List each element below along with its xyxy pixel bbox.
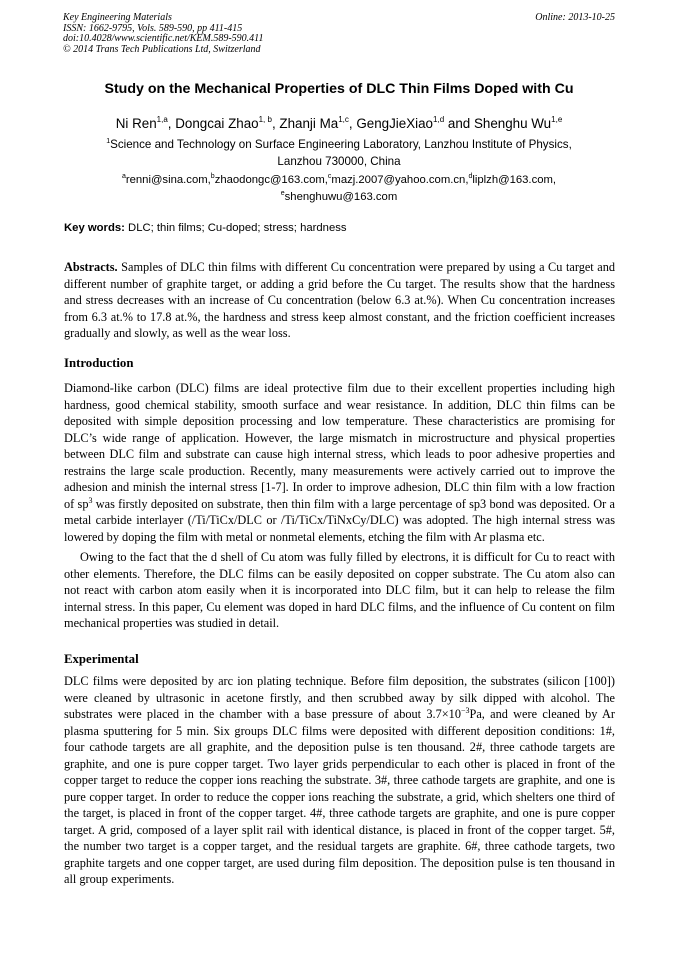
author-affil-sup: 1,d (433, 115, 445, 124)
section-heading-experimental: Experimental (64, 652, 139, 666)
journal-header (63, 13, 615, 55)
author-affil-sup: 1, b (258, 115, 272, 124)
issn-line: ISSN: 1662-9795, Vols. 589-590, pp 411-415 (63, 22, 243, 34)
paragraph-text: was firstly deposited on substrate, then thin film with a large percentage of sp3 bond was deposited. Or a metal carbide interlayer (/Ti/TiCx/DLC or /Ti/TiCx/TiNxCy/DLC) was adopted. The high internal stress was lowered by doping the film with metal or nonmetal elements, etching the film with Ar plasma etc. (64, 496, 615, 544)
abstract-text: Samples of DLC thin films with different Cu concentration were prepared by using a Cu target and different number of graphite target, or adding a grid before the Cu target. The results show that the hardness and stress decreases with an increase of Cu concentration (below 6.3 at.%). When Cu concentration increases from 6.3 at.% to 17.8 at.%, the hardness and stress keep almost constant, and the friction coefficient increases gradually and slowly, as well as the wear loss. (64, 260, 615, 340)
intro-paragraph-1 (64, 380, 615, 545)
keywords (64, 222, 616, 234)
online-date: Online: 2013-10-25 (535, 12, 615, 23)
email-address: liplzh@163.com, (472, 174, 557, 186)
email-address: zhaodongc@163.com, (214, 174, 328, 186)
doi-line: doi:10.4028/www.scientific.net/KEM.589-590.411 (63, 33, 264, 45)
paragraph-text: DLC films were deposited by arc ion plating technique. Before film deposition, the substrates (silicon [100]) were cleaned by ultrasonic in acetone firstly, and then scrubbed away by silk dipped with alcohol. The substrates were placed in the chamber with a base pressure of about 3.7×10 (64, 674, 615, 721)
intro-paragraph-2: Owing to the fact that the d shell of Cu atom was fully filled by electrons, it is difficult for Cu to react with other elements. Therefore, the DLC films can be easily deposited on copper substrate. The Cu atom also can not react with carbon atom easily when it is incorporated into DLC film, but it can help to release the film internal stress. In this paper, Cu element was doped in hard DLC films, and the influence of Cu content on film mechanical properties was studied in detail. (64, 550, 615, 630)
journal-name: Key Engineering Materials (63, 12, 172, 23)
author-name: Ni Ren (115, 116, 157, 131)
email-sup: c (327, 173, 332, 180)
email-sup: e (280, 189, 285, 197)
email-address: mazj.2007@yahoo.com.cn, (331, 174, 469, 186)
author-affil-sup: 1,a (156, 115, 168, 124)
paragraph-text: Pa, and were cleaned by Ar plasma sputtering for 5 min. Six groups DLC films were deposited with different deposition conditions: 1#, four cathode targets are all graphite, and the deposition pulse is ten thousand. 2#, three cathode targets are graphite, and one is pure copper target. Two layer grids perpendicular to each other is placed in front of the copper target to reduce the copper ions reaching the substrate. 3#, three cathode targets are graphite, and one is pure copper target. In order to reduce the copper ions reaching the substrate, a grid, which shelters one third of the target, is placed in front of the copper target. 4#, three cathode targets are graphite, and one is pure copper target. A grid, composed of a layer split rail with identical distance, is placed in front of the copper target. 5#, the number two target is a copper target, and the residual targets are graphite. 6#, three cathode targets, two graphite targets and one copper target, are used during film deposition. The deposition pulse is ten thousand in all group experiments. (64, 707, 615, 886)
keywords-label: Key words: (64, 222, 125, 234)
superscript: 3 (88, 495, 93, 505)
author-name: GengJieXiao (356, 116, 434, 131)
paper-title: Study on the Mechanical Properties of DLC Thin Films Doped with Cu (104, 81, 574, 97)
author-name: Dongcai Zhao (175, 116, 259, 131)
affiliation-line: Science and Technology on Surface Engineering Laboratory, Lanzhou Institute of Physics, (110, 138, 572, 151)
email-sup: d (468, 173, 473, 180)
abstract (64, 259, 615, 342)
experimental-paragraph-1 (64, 673, 615, 888)
author-name: Zhanji Ma (279, 116, 339, 131)
superscript: −3 (460, 706, 470, 715)
section-heading-introduction: Introduction (64, 356, 134, 370)
copyright-line: © 2014 Trans Tech Publications Ltd, Switzerland (63, 43, 261, 55)
email-sup: b (210, 173, 215, 180)
author-affil-sup: 1,e (551, 115, 563, 124)
affiliation-sup: 1 (106, 138, 111, 145)
paragraph-text: Diamond-like carbon (DLC) films are ideal protective film due to their excellent properties including high hardness, good chemical stability, smooth surface and wear resistance. In addition, DLC thin films can be deposited with simple deposition processing and low temperature. These characteristics are promising for DLC’s wide range of application. However, the large mismatch in microstructure and physical properties between DLC film and substrate can cause high internal stress, which leads to poor adhesive properties and restrains the large scale production. Recently, many measurements were actively carried out to improve the adhesion and minish the internal stress [1-7]. In order to improve adhesion, DLC thin film with a low fraction of sp (64, 381, 615, 511)
email-sup: a (121, 173, 126, 180)
abstract-label: Abstracts. (64, 260, 118, 274)
author-conjunction: and (447, 116, 471, 131)
author-list: Ni Ren$^{1,a}$, Dongcai Zhao$^{1, b}$, Zhanji Ma$^{1,c}$, GengJieXiao$^{1,d}$ and Shenghu Wu$^{1,e}$ (115, 115, 563, 131)
affiliation-line: Lanzhou 730000, China (277, 154, 401, 168)
email-address: renni@sina.com, (125, 174, 211, 186)
author-name: Shenghu Wu (473, 116, 552, 131)
affiliation (70, 137, 608, 170)
keywords-text: DLC; thin films; Cu-doped; stress; hardness (124, 222, 347, 234)
author-affil-sup: 1,c (338, 115, 349, 124)
author-emails (70, 172, 608, 205)
email-address: shenghuwu@163.com (284, 190, 398, 203)
